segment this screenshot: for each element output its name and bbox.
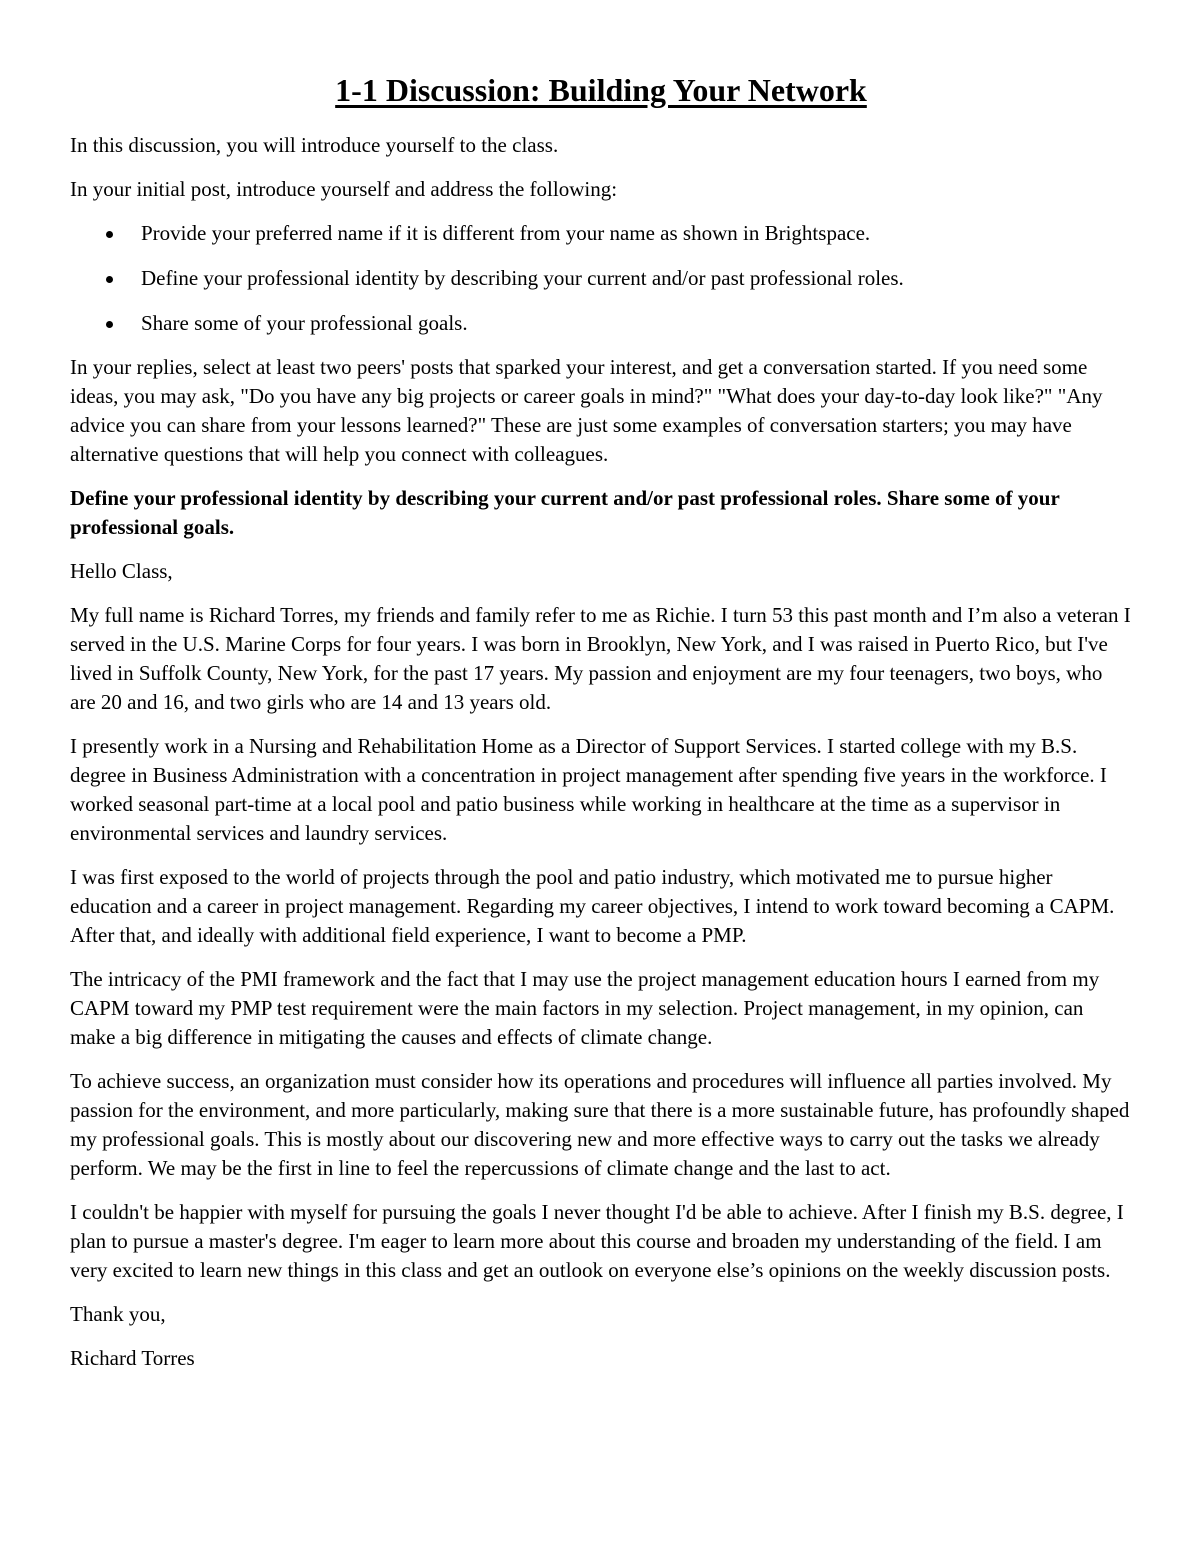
body-paragraph: I couldn't be happier with myself for pursuing the goals I never thought I'd be able to achieve. After I finish my B.S. degree, I plan to pursue a master's degree. I'm eager to learn more about this course and broaden my understanding of the field. I am very excited to learn new things in this class and get an outlook on everyone else’s opinions on the weekly discussion posts.: [70, 1199, 1124, 1282]
document-title: 1-1 Discussion: Building Your Network: [335, 72, 867, 108]
body-paragraph: I presently work in a Nursing and Rehabilitation Home as a Director of Support Services. I started college with my B.S. degree in Business Administration with a concentration in project management after spending five years in the workforce. I worked seasonal part-time at a local pool and patio business while working in healthcare at the time as a supervisor in environmental services and laundry services.: [70, 733, 1107, 845]
list-item: [70, 219, 1132, 248]
body-paragraph: My full name is Richard Torres, my friends and family refer to me as Richie. I turn 53 this past month and I’m also a veteran I served in the U.S. Marine Corps for four years. I was born in Brooklyn, New York, and I was raised in Puerto Rico, but I've lived in Suffolk County, New York, for the past 17 years. My passion and enjoyment are my four teenagers, two boys, who are 20 and 16, and two girls who are 14 and 13 years old.: [70, 602, 1131, 714]
signature: Richard Torres: [70, 1345, 195, 1370]
requirements-list: [70, 219, 1132, 338]
list-item-text: Provide your preferred name if it is different from your name as shown in Brightspace.: [141, 220, 871, 245]
document-page: [70, 72, 1132, 1388]
bullet-icon: [106, 321, 113, 328]
list-item-text: Define your professional identity by describing your current and/or past professional roles.: [141, 265, 904, 290]
body-paragraph: I was first exposed to the world of projects through the pool and patio industry, which motivated me to pursue higher education and a career in project management. Regarding my career objectives, I intend to work toward becoming a CAPM. After that, and ideally with additional field experience, I want to become a PMP.: [70, 864, 1115, 947]
bullet-icon: [106, 276, 113, 283]
replies-instructions-paragraph: In your replies, select at least two peers' posts that sparked your interest, and get a conversation started. If you need some ideas, you may ask, "Do you have any big projects or career goals in mind?" "What does your day-to-day look like?" "Any advice you can share from your lessons learned?" These are just some examples of conversation starters; you may have alternative questions that will help you connect with colleagues.: [70, 354, 1103, 466]
list-item: [70, 309, 1132, 338]
bullet-icon: [106, 231, 113, 238]
list-item: [70, 264, 1132, 293]
closing: Thank you,: [70, 1301, 166, 1326]
intro-paragraph: In this discussion, you will introduce yourself to the class.: [70, 132, 559, 157]
instructions-paragraph: In your initial post, introduce yourself and address the following:: [70, 176, 618, 201]
body-paragraph: To achieve success, an organization must consider how its operations and procedures will influence all parties involved. My passion for the environment, and more particularly, making sure that there is a more sustainable future, has profoundly shaped my professional goals. This is mostly about our discovering new and more effective ways to carry out the tasks we already perform. We may be the first in line to feel the repercussions of climate change and the last to act.: [70, 1068, 1130, 1180]
greeting: Hello Class,: [70, 558, 173, 583]
list-item-text: Share some of your professional goals.: [141, 310, 468, 335]
body-paragraph: The intricacy of the PMI framework and the fact that I may use the project management education hours I earned from my CAPM toward my PMP test requirement were the main factors in my selection. Project management, in my opinion, can make a big difference in mitigating the causes and effects of climate change.: [70, 966, 1100, 1049]
prompt-heading: Define your professional identity by describing your current and/or past professional roles. Share some of your professional goals.: [70, 485, 1060, 539]
